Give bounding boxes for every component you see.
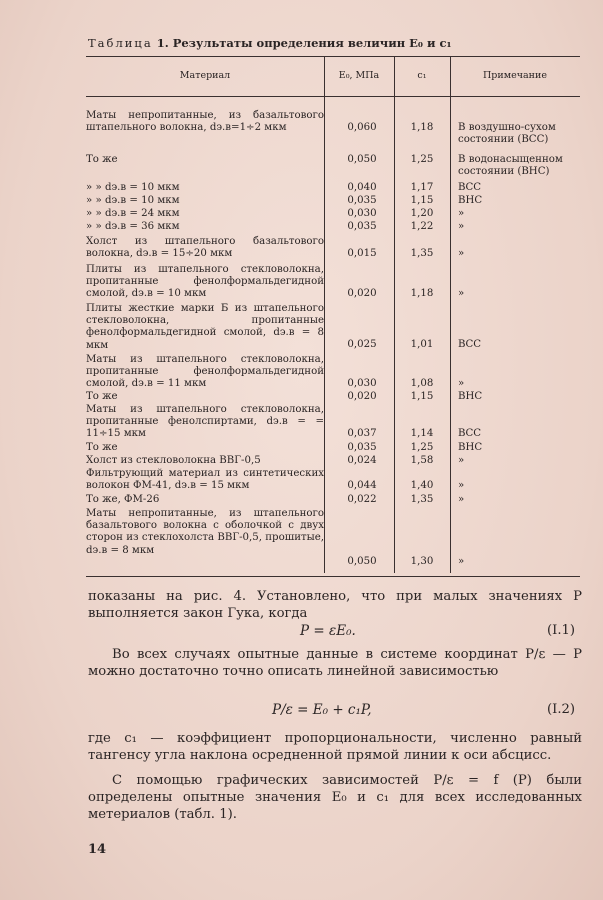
- cell-c1: 1,01: [410, 339, 434, 350]
- cell-note: »: [458, 480, 465, 491]
- cell-note: ВНС: [458, 391, 483, 402]
- cell-c1: 1,15: [410, 195, 434, 206]
- cell-note: ВНС: [458, 442, 483, 453]
- cell-e0: 0,020: [347, 391, 377, 402]
- cell-c1: 1,25: [410, 442, 434, 453]
- paragraph: С помощью графических зависимостей P/ε = f (P) были определены опытные значения E₀ и c₁ для всех исследованных метериалов (табл. 1).: [88, 773, 582, 822]
- cell-c1: 1,30: [410, 556, 434, 567]
- cell-material: Маты из штапельного стекловолокна, пропитанные фенолформальдегидной смолой, dэ.в = 11 мкм: [86, 354, 324, 390]
- caption-number: 1.: [156, 36, 169, 50]
- cell-e0: 0,024: [347, 455, 377, 466]
- cell-e0: 0,035: [347, 442, 377, 453]
- header-e0: E₀, МПа: [338, 70, 380, 81]
- cell-note: В воздушно-сухом состоянии (ВСС): [458, 122, 556, 146]
- cell-material: Холст из штапельного базальтового волокна, dэ.в = 15÷20 мкм: [86, 236, 324, 260]
- header-c1: c₁: [417, 70, 427, 81]
- cell-material: Маты непропитанные, из базальтового штапельного волокна, dэ.в=1÷2 мкм: [86, 110, 324, 134]
- col-divider: [450, 56, 451, 573]
- paragraph: Во всех случаях опытные данные в системе координат P/ε — P можно достаточно точно описать линейной зависимостью: [88, 647, 582, 679]
- cell-material: Холст из стекловолокна ВВГ-0,5: [86, 455, 261, 466]
- cell-c1: 1,35: [410, 248, 434, 259]
- formula-hooke: P = εE₀.: [300, 623, 356, 639]
- cell-e0: 0,022: [347, 494, 377, 505]
- cell-c1: 1,08: [410, 378, 434, 389]
- header-note: Примечание: [483, 70, 547, 81]
- cell-c1: 1,18: [410, 288, 434, 299]
- cell-material: Плиты жесткие марки Б из штапельного стекловолокна, пропитанные фенолформальдегидной смолой, dэ.в = 8 мкм: [86, 303, 324, 351]
- table-bottom-rule: [86, 576, 580, 577]
- cell-c1: 1,25: [410, 154, 434, 165]
- cell-c1: 1,18: [410, 122, 434, 133]
- cell-note: ВСС: [458, 182, 482, 193]
- cell-e0: 0,035: [347, 221, 377, 232]
- col-divider: [324, 56, 325, 573]
- cell-e0: 0,015: [347, 248, 377, 259]
- cell-e0: 0,050: [347, 556, 377, 567]
- cell-e0: 0,035: [347, 195, 377, 206]
- cell-note: В водонасыщенном состоянии (ВНС): [458, 154, 563, 178]
- formula-number: (I.2): [547, 702, 576, 717]
- cell-note: »: [458, 208, 465, 219]
- header-material: Материал: [179, 70, 231, 81]
- cell-c1: 1,40: [410, 480, 434, 491]
- caption-title: Результаты определения величин E₀ и c₁: [172, 36, 452, 50]
- cell-material: То же: [86, 154, 118, 165]
- cell-note: »: [458, 455, 465, 466]
- cell-material: » » dэ.в = 36 мкм: [86, 221, 180, 232]
- cell-e0: 0,030: [347, 378, 377, 389]
- paragraph: где c₁ — коэффициент пропорциональности, численно равный тангенсу угла наклона осредненной прямой линии к оси абсцисс.: [88, 731, 582, 763]
- cell-note: »: [458, 248, 465, 259]
- cell-c1: 1,58: [410, 455, 434, 466]
- cell-material: » » dэ.в = 24 мкм: [86, 208, 180, 219]
- table-caption: [88, 36, 568, 50]
- header-bottom-rule: [86, 96, 580, 97]
- cell-material: Плиты из штапельного стекловолокна, пропитанные фенолформальдегидной смолой, dэ.в = 10 мкм: [86, 264, 324, 300]
- cell-e0: 0,050: [347, 154, 377, 165]
- cell-note: ВСС: [458, 339, 482, 350]
- table-top-rule: [86, 56, 580, 57]
- cell-c1: 1,20: [410, 208, 434, 219]
- cell-material: » » dэ.в = 10 мкм: [86, 182, 180, 193]
- cell-e0: 0,037: [347, 428, 377, 439]
- cell-e0: 0,025: [347, 339, 377, 350]
- cell-note: »: [458, 494, 465, 505]
- paragraph: показаны на рис. 4. Установлено, что при малых значениях P выполняется закон Гука, когда: [88, 589, 582, 621]
- cell-material: » » dэ.в = 10 мкм: [86, 195, 180, 206]
- cell-note: »: [458, 378, 465, 389]
- formula-linear: P/ε = E₀ + c₁P,: [272, 702, 372, 718]
- cell-material: Маты непропитанные, из штапельного базальтового волокна с оболочкой с двух сторон из стеклохолста ВВГ-0,5, прошитые, dэ.в = 8 мкм: [86, 508, 324, 556]
- cell-e0: 0,030: [347, 208, 377, 219]
- cell-material: То же: [86, 442, 118, 453]
- caption-prefix: Таблица: [88, 36, 153, 50]
- cell-note: »: [458, 288, 465, 299]
- cell-e0: 0,060: [347, 122, 377, 133]
- col-divider: [394, 56, 395, 573]
- cell-c1: 1,22: [410, 221, 434, 232]
- cell-note: »: [458, 556, 465, 567]
- cell-c1: 1,15: [410, 391, 434, 402]
- cell-e0: 0,020: [347, 288, 377, 299]
- formula-number: (I.1): [547, 623, 576, 638]
- cell-material: Маты из штапельного стекловолокна, пропитанные фенолспиртами, dэ.в = = 11÷15 мкм: [86, 404, 324, 440]
- cell-material: Фильтрующий материал из синтетических волокон ФМ-41, dэ.в = 15 мкм: [86, 468, 324, 492]
- cell-material: То же, ФМ-26: [86, 494, 160, 505]
- cell-c1: 1,35: [410, 494, 434, 505]
- cell-note: »: [458, 221, 465, 232]
- cell-e0: 0,044: [347, 480, 377, 491]
- cell-e0: 0,040: [347, 182, 377, 193]
- cell-c1: 1,14: [410, 428, 434, 439]
- cell-note: ВНС: [458, 195, 483, 206]
- cell-note: ВСС: [458, 428, 482, 439]
- cell-c1: 1,17: [410, 182, 434, 193]
- cell-material: То же: [86, 391, 118, 402]
- page-number: 14: [88, 842, 107, 857]
